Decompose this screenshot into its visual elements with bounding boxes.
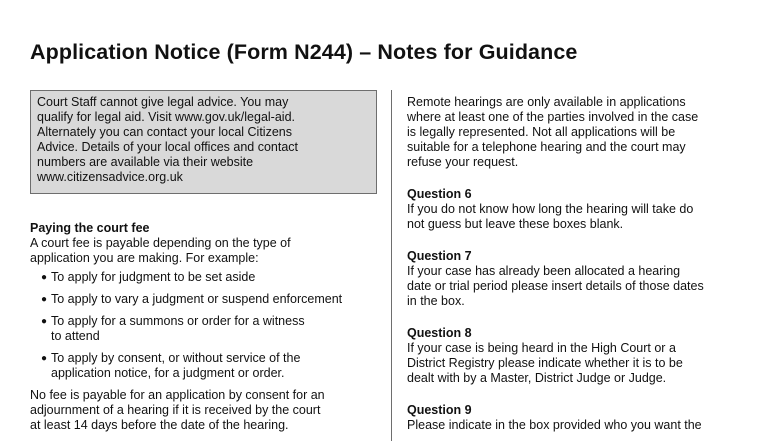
bullet-text: To apply by consent, or without service of the xyxy=(51,351,301,365)
question-text: date or trial period please insert details of those dates xyxy=(407,279,704,293)
legal-advice-notice-box xyxy=(30,90,377,194)
question-text: If you do not know how long the hearing will take do xyxy=(407,202,694,216)
question-heading: Question 9 xyxy=(407,403,472,417)
question-heading: Question 8 xyxy=(407,326,472,340)
question-text: in the box. xyxy=(407,294,465,308)
notice-line: www.citizensadvice.org.uk xyxy=(37,170,183,184)
bullet-text: To apply for a summons or order for a witness xyxy=(51,314,305,328)
intro-line: application you are making. For example: xyxy=(30,251,259,265)
section-heading-court-fee: Paying the court fee xyxy=(30,221,150,235)
fee-examples-list xyxy=(30,270,380,381)
question-text: If your case is being heard in the High Court or a xyxy=(407,341,676,355)
page-title: Application Notice (Form N244) – Notes for Guidance xyxy=(30,40,578,64)
paragraph-line: refuse your request. xyxy=(407,155,519,169)
bullet-text: application notice, for a judgment or order. xyxy=(51,366,285,380)
paragraph-line: suitable for a telephone hearing and the court may xyxy=(407,140,686,154)
intro-line: A court fee is payable depending on the type of xyxy=(30,236,291,250)
bullet-icon: ● xyxy=(41,272,48,283)
list-item xyxy=(30,314,380,344)
notice-line: numbers are available via their website xyxy=(37,155,254,169)
question-heading: Question 6 xyxy=(407,187,472,201)
notice-line: Advice. Details of your local offices and contact xyxy=(37,140,299,154)
remote-hearings-paragraph xyxy=(407,95,777,170)
bullet-text: To apply for judgment to be set aside xyxy=(51,270,256,284)
bullet-icon: ● xyxy=(41,316,48,327)
paragraph-line: is legally represented. Not all applications will be xyxy=(407,125,676,139)
notice-line: Court Staff cannot give legal advice. You may xyxy=(37,95,289,109)
question-text: If your case has already been allocated a hearing xyxy=(407,264,681,278)
bullet-icon: ● xyxy=(41,353,48,364)
question-text: not guess but leave these boxes blank. xyxy=(407,217,624,231)
paragraph-line: where at least one of the parties involved in the case xyxy=(407,110,699,124)
question-7-block xyxy=(407,249,777,309)
bullet-icon: ● xyxy=(41,294,48,305)
question-8-block xyxy=(407,326,777,386)
question-text: District Registry please indicate whether it is to be xyxy=(407,356,683,370)
no-fee-paragraph xyxy=(30,388,380,433)
question-6-block xyxy=(407,187,777,232)
paragraph-line: Remote hearings are only available in applications xyxy=(407,95,686,109)
right-column xyxy=(407,95,777,433)
list-item xyxy=(30,270,380,285)
column-divider xyxy=(391,90,392,441)
notice-line: Alternately you can contact your local Citizens xyxy=(37,125,292,139)
question-heading: Question 7 xyxy=(407,249,472,263)
list-item xyxy=(30,292,380,307)
list-item xyxy=(30,351,380,381)
paragraph-line: adjournment of a hearing if it is received by the court xyxy=(30,403,321,417)
notice-line: qualify for legal aid. Visit www.gov.uk/legal-aid. xyxy=(37,110,296,124)
left-column xyxy=(30,221,380,433)
paragraph-line: No fee is payable for an application by consent for an xyxy=(30,388,325,402)
question-text: Please indicate in the box provided who you want the xyxy=(407,418,702,432)
bullet-text: To apply to vary a judgment or suspend enforcement xyxy=(51,292,343,306)
paragraph-line: at least 14 days before the date of the hearing. xyxy=(30,418,289,432)
bullet-text: to attend xyxy=(51,329,100,343)
question-text: dealt with by a Master, District Judge or Judge. xyxy=(407,371,667,385)
question-9-block xyxy=(407,403,777,433)
